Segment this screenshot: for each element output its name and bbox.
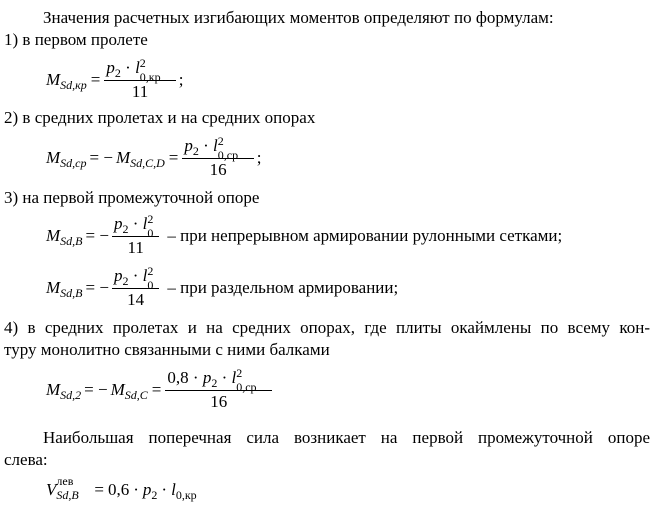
f6-l-sub: 0,кр: [175, 488, 197, 502]
f6-V-sup: лев: [56, 474, 74, 488]
f2-l-sub: 0,ср: [217, 148, 239, 163]
f6-eq: =: [94, 480, 104, 499]
f5-den: 16: [210, 392, 228, 411]
f5-dot-2: ·: [221, 368, 228, 387]
f2-M2-sub: Sd,C,D: [130, 156, 165, 170]
f3-p-sub: 2: [122, 222, 129, 236]
f5-dot: ·: [192, 368, 199, 387]
f5-p-sub: 2: [211, 376, 218, 390]
f6-dot: ·: [133, 480, 139, 499]
f3-M-sub: Sd,B: [60, 234, 83, 248]
f3-eq: = −: [85, 226, 109, 245]
f3-l: l: [142, 214, 148, 233]
f1-p: p: [106, 58, 115, 77]
formula-4: [46, 266, 398, 310]
f4-fraction: [112, 266, 159, 310]
f6-V: V: [46, 480, 57, 499]
f1-l-sub: 0,кр: [139, 70, 161, 85]
f1-M-sub: Sd,кр: [60, 78, 87, 92]
item-2-text: 2) в средних пролетах и на средних опорах: [4, 108, 316, 127]
f3-dot: ·: [132, 214, 139, 233]
f1-l-sup: 2: [139, 56, 146, 71]
f2-l-sup: 2: [217, 134, 224, 149]
f2-fraction: [182, 136, 253, 180]
f2-eq: = −: [89, 148, 113, 167]
f4-l: l: [142, 266, 148, 285]
f5-M-sub: Sd,2: [60, 388, 82, 402]
f2-end: ;: [256, 148, 262, 167]
f3-l-sub: 0: [147, 226, 154, 241]
f4-l-sup: 2: [147, 264, 154, 279]
f6-V-sub: Sd,B: [56, 488, 79, 502]
intro-text: Значения расчетных изгибающих моментов определяют по формулам:: [43, 8, 554, 27]
f2-p: p: [184, 136, 193, 155]
item-3-text: 3) на первой промежуточной опоре: [4, 188, 260, 207]
f1-eq: =: [90, 70, 101, 89]
f1-fraction: [104, 58, 175, 102]
f4-p-sub: 2: [122, 274, 129, 288]
formula-6: [46, 474, 197, 502]
shear-line-1: Наибольшая поперечная сила возникает на первой промежуточной опоре: [43, 428, 650, 447]
f1-p-sub: 2: [114, 66, 121, 80]
f4-dot: ·: [132, 266, 139, 285]
f3-M: M: [46, 226, 61, 245]
item-1-text: 1) в первом пролете: [4, 30, 148, 49]
f2-M-sub: Sd,ср: [60, 156, 87, 170]
f5-M2-sub: Sd,C: [124, 388, 148, 402]
f2-dot: ·: [203, 136, 209, 155]
formula-1: [46, 58, 184, 102]
f5-M2: M: [110, 380, 125, 399]
f4-l-sub: 0: [147, 278, 154, 293]
f3-den: 11: [127, 238, 144, 257]
f5-M: M: [46, 380, 61, 399]
f4-eq: = −: [85, 278, 109, 297]
f5-l-sub: 0,ср: [236, 380, 257, 395]
f6-p: p: [142, 480, 152, 499]
f5-eq: = −: [84, 380, 108, 399]
formula-2: [46, 136, 262, 180]
f2-M: M: [46, 148, 61, 167]
f6-dot-2: ·: [161, 480, 168, 499]
f4-den: 14: [127, 290, 145, 309]
f2-den: 16: [209, 160, 227, 179]
f6-coef: 0,6: [107, 480, 130, 499]
formula-3: [46, 214, 562, 258]
item-4-line-1: 4) в средних пролетах и на средних опорах, где плиты окаймлены по всему кон-: [4, 318, 650, 337]
f3-l-sup: 2: [147, 212, 154, 227]
f2-l: l: [213, 136, 218, 155]
f3-note: – при непрерывном армировании рулонными сетками;: [167, 226, 563, 245]
f2-M2: M: [115, 148, 131, 167]
f1-dot: ·: [125, 58, 131, 77]
formula-5: [46, 368, 272, 412]
f5-l-sup: 2: [236, 366, 243, 381]
f1-end: ;: [178, 70, 184, 89]
shear-line-2: слева:: [4, 450, 48, 469]
f2-eq2: =: [168, 148, 179, 167]
f5-coef: 0,8: [167, 368, 189, 387]
f5-p: p: [202, 368, 212, 387]
f4-note: – при раздельном армировании;: [167, 278, 399, 297]
f3-fraction: [112, 214, 159, 258]
f2-p-sub: 2: [192, 144, 199, 158]
f1-den: 11: [131, 82, 149, 101]
f6-l: l: [171, 480, 176, 499]
f5-l: l: [231, 368, 237, 387]
f5-fraction: [165, 368, 272, 412]
item-4-line-2: туру монолитно связанными с ними балками: [4, 340, 330, 359]
f6-p-sub: 2: [151, 488, 158, 502]
f1-l: l: [135, 58, 140, 77]
f4-M: M: [46, 278, 61, 297]
f3-p: p: [113, 214, 123, 233]
f4-p: p: [113, 266, 123, 285]
f4-M-sub: Sd,B: [60, 286, 83, 300]
f1-M: M: [46, 70, 61, 89]
f5-eq2: =: [151, 380, 162, 399]
